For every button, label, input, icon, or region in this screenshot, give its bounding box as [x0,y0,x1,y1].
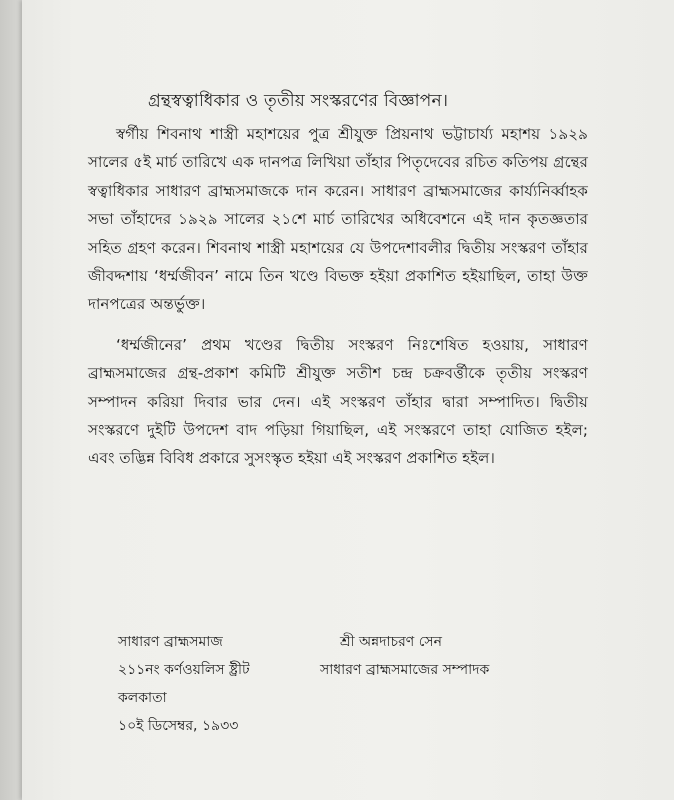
organization-name: সাধারণ ব্রাহ্মসমাজ [118,634,223,650]
paragraph-copyright: স্বর্গীয় শিবনাথ শাস্ত্রী মহাশয়ের পুত্র শ্রীযুক্ত প্রিয়নাথ ভট্টাচার্য্য মহাশয় ১৯২৯ সালের ৫ই মার্চ তারিখে এক দানপত্র লিখিয়া তাঁহার পিতৃদেবের রচিত কতিপয় গ্রন্থের স্বত্বাধিকার সাধারণ ব্রাহ্মসমাজকে দান করেন। সাধারণ ব্রাহ্মসমাজের কার্য্যনির্ব্বাহক সভা তাঁহাদের ১৯২৯ সালের ২১শে মার্চ তারিখের অধিবেশনে এই দান কৃতজ্ঞতার সহিত গ্রহণ করেন। শিবনাথ শাস্ত্রী মহাশয়ের যে উপদেশাবলীর দ্বিতীয় সংস্করণ তাঁহার জীবদ্দশায় ‘ধর্ম্মজীবন’ নামে তিন খণ্ডে বিভক্ত হইয়া প্রকাশিত হইয়াছিল, তাহা উক্ত দানপত্রের অন্তর্ভুক্ত। [88,125,588,314]
signatory-name: শ্রী অন্নদাচরণ সেন [340,634,443,650]
organization-address: ২১১নং কর্ণওয়লিস ষ্ট্রীট [118,662,250,678]
signature-block-right [320,628,489,684]
signatory-title: সাধারণ ব্রাহ্মসমাজের সম্পাদক [320,662,490,678]
organization-city: কলকাতা [118,690,167,706]
book-gutter [0,0,22,800]
notice-date: ১০ই ডিসেম্বর, ১৯৩৩ [118,718,239,734]
page-heading: গ্রন্থস্বত্বাধিকার ও তৃতীয় সংস্করণের বিজ্ঞাপন। [148,91,449,111]
paragraph-third-edition: ‘ধর্ম্মজীনের’ প্রথম খণ্ডের দ্বিতীয় সংস্করণ নিঃশেষিত হওয়ায়, সাধারণ ব্রাহ্মসমাজের গ্রন্থ-প্রকাশ কমিটি শ্রীযুক্ত সতীশ চন্দ্র চক্রবর্ত্তীকে তৃতীয় সংস্করণ সম্পাদন করিয়া দিবার ভার দেন। এই সংস্করণ তাঁহার দ্বারা সম্পাদিত। দ্বিতীয় সংস্করণে দুইটি উপদেশ বাদ পড়িয়া গিয়াছিল, এই সংস্করণে তাহা যোজিত হইল; এবং তদ্ভিন্ন বিবিধ প্রকারে সুসংস্কৃত হইয়া এই সংস্করণ প্রকাশিত হইল। [88,335,588,468]
notice-body [88,120,588,473]
signature-block-left [118,628,250,740]
